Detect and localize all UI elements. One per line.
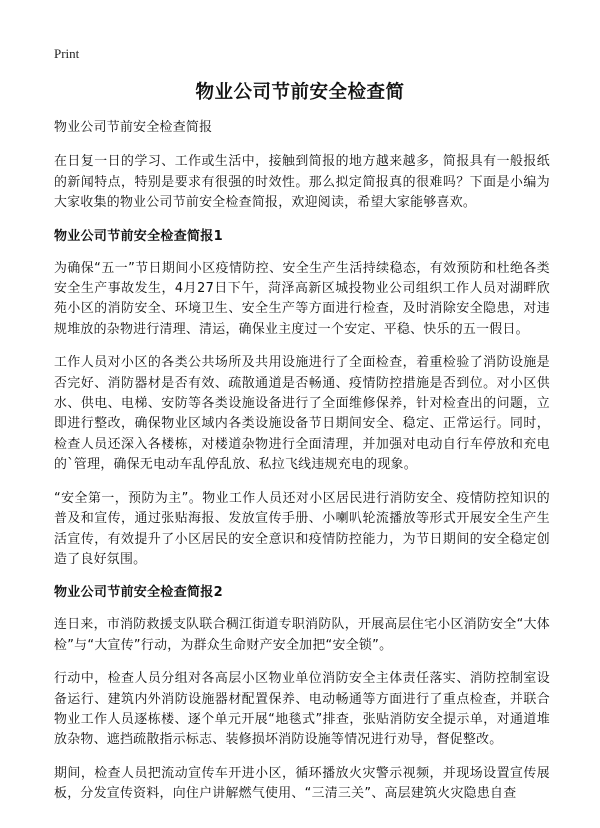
article-subtitle: 物业公司节前安全检查简报 [54,120,213,135]
section-2-paragraph-3: 期间，检查人员把流动宣传车开进小区，循环播放火灾警示视频，并现场设置宣传展板，分发宣传资料，向住户讲解燃气使用、“三清三关”、高层建筑火灾隐患自查 [54,765,550,802]
article-body [54,118,550,818]
section-2-paragraph-2: 行动中，检查人员分组对各高层小区物业单位消防安全主体责任落实、消防控制室设备运行、建筑内外消防设施器材配置保养、电动畅通等方面进行了重点检查，并联合物业工作人员逐栋楼、逐个单元开展“地毯式”排查，张贴消防安全提示单，对通道堆放杂物、遮挡疏散指示标志、装修损坏消防设施等情况进行劝导，督促整改。 [54,671,550,748]
section-heading-2: 物业公司节前安全检查简报2 [54,585,223,601]
section-2-paragraph-1: 连日来，市消防救援支队联合稠江街道专职消防队，开展高层住宅小区消防安全“大体检”与“大宣传”行动，为群众生命财产安全加把“安全锁”。 [54,617,550,653]
section-1-paragraph-2: 工作人员对小区的各类公共场所及共用设施进行了全面检查，着重检验了消防设施是否完好、消防器材是否有效、疏散通道是否畅通、疫情防控措施是否到位。对小区供水、供电、电梯、安防等各类设施设备进行了全面维修保养，针对检查出的问题，立即进行整改，确保物业区域内各类设施设备节日期间安全、稳定、正常运行。同时，检查人员还深入各楼栋，对楼道杂物进行全面清理，并加强对电动自行车停放和充电的`管理，确保无电动车乱停乱放、私拉飞线违规充电的现象。 [54,355,550,473]
section-1-paragraph-1: 为确保“五一”节日期间小区疫情防控、安全生产生活持续稳态，有效预防和杜绝各类安全生产事故发生，4月27日下午，菏泽高新区城投物业公司组织工作人员对湖畔欣苑小区的消防安全、环境卫生、安全生产等方面进行检查，及时消除安全隐患，对违规堆放的杂物进行清理、清运，确保业主度过一个安定、平稳、快乐的五一假日。 [54,260,550,337]
intro-paragraph: 在日复一日的学习、工作或生活中，接触到简报的地方越来越多，简报具有一般报纸的新闻特点，特别是要求有很强的时效性。那么拟定简报真的很难吗？下面是小编为大家收集的物业公司节前安全检查简报，欢迎阅读，希望大家能够喜欢。 [54,154,550,211]
print-link[interactable]: Print [54,46,80,61]
section-heading-1: 物业公司节前安全检查简报1 [54,228,223,244]
document-title: 物业公司节前安全检查简 [195,82,405,103]
section-1-paragraph-3: “安全第一，预防为主”。物业工作人员还对小区居民进行消防安全、疫情防控知识的普及和宣传，通过张贴海报、发放宣传手册、小喇叭轮流播放等形式开展安全生产生活宣传，有效提升了小区居民的安全意识和疫情防控能力，为节日期间的安全稳定创造了良好氛围。 [54,490,550,567]
